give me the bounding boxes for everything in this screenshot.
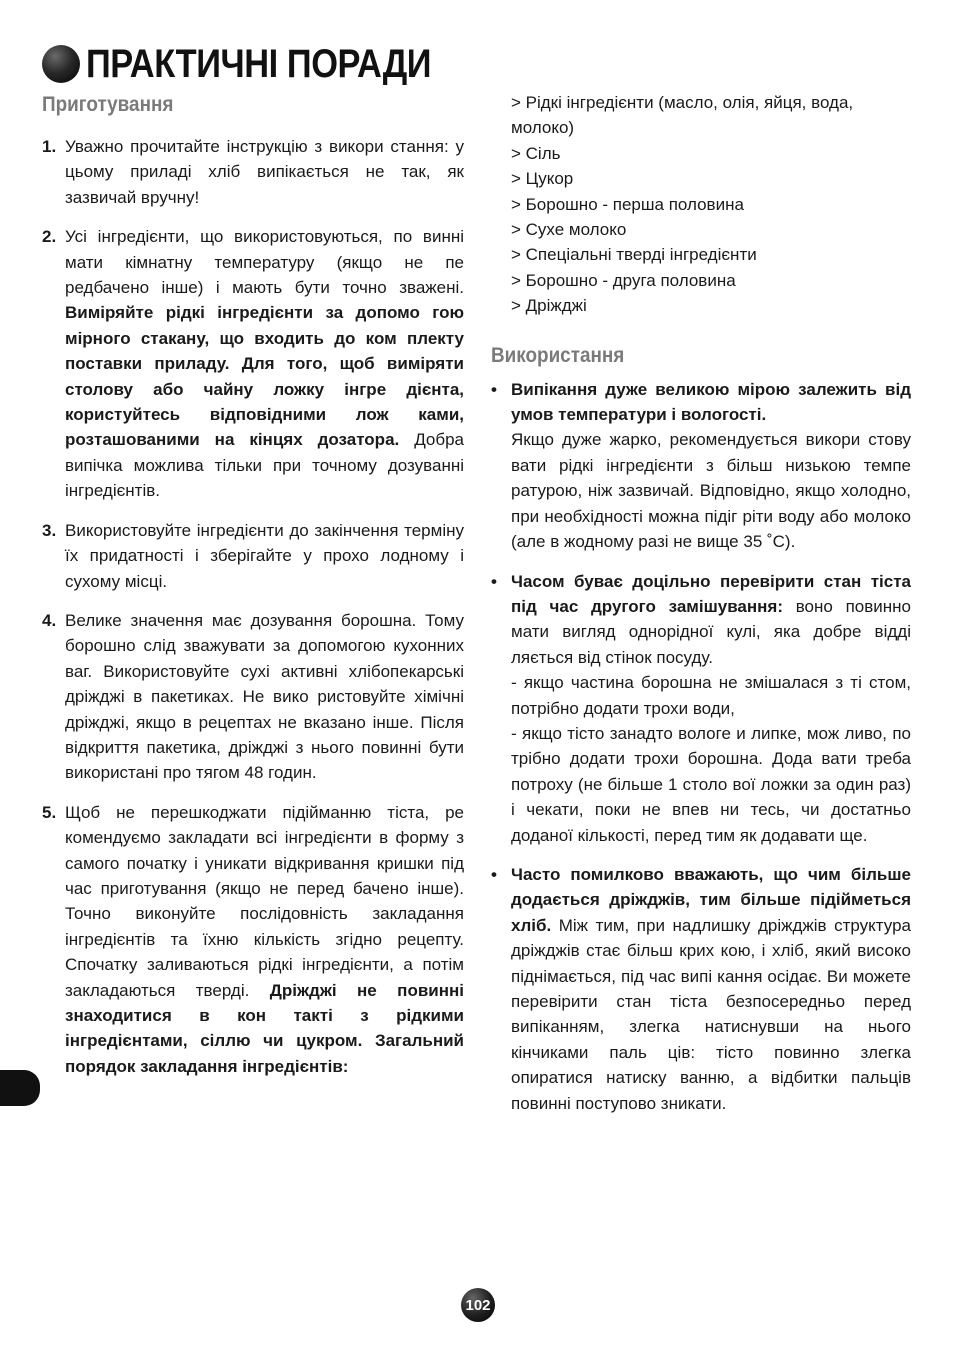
left-column [42, 90, 464, 1093]
page-header [42, 42, 487, 86]
item-text: Використовуйте інгредієнти до закінчення терміну їх придатності і зберігайте у прохо лодному і сухому місці. [65, 520, 464, 591]
bullet-text-bold: Часом буває доцільно перевірити стан тіста під час другого замішування: [511, 571, 911, 616]
section-heading-preparation: Приготування [42, 93, 174, 116]
bullet-text [511, 862, 911, 1116]
ingredient-item: > Борошно - друга половина [511, 270, 736, 290]
bullet-icon: • [491, 379, 497, 399]
bullet-text-part: Якщо дуже жарко, рекомендується викори стову вати рідкі інгредієнти з більш низькою темпе ратурою, ніж зазвичай. Відповідно, якщо холодно, при необхідності можна підіг ріти воду або молоко (але в жодному разі не вище 35 ˚С). [511, 430, 911, 552]
item-text [65, 800, 464, 1079]
bullet-item [491, 862, 911, 1116]
list-item [42, 134, 464, 210]
item-text-bold: Дріжджі не повинні знаходитися в кон такті з рідкими інгредієнтами, сіллю чи цукром. Загальний порядок закладання інгредієнтів: [65, 980, 464, 1076]
section-heading-usage: Використання [491, 343, 625, 367]
bullet-item [491, 377, 911, 555]
item-number: 2. [42, 227, 57, 247]
item-number: 3. [42, 520, 57, 540]
item-text-part: Добра випічка можлива тільки при точному дозуванні інгредієнтів. [65, 430, 464, 501]
bullet-text-part: воно повинно мати вигляд однорідної кулі, яка добре відді ляється від стінок посуду. [511, 596, 911, 667]
list-item [42, 518, 464, 594]
bullet-text-bold: Випікання дуже великою мірою залежить від умов температури і вологості. [511, 379, 911, 425]
list-item [42, 224, 464, 503]
ingredient-item: > Цукор [511, 169, 574, 189]
bullet-text-line: - якщо тісто занадто вологе и липке, мож ливо, по трібно додати трохи борошна. Дода вати треба потроху (не більше 1 столо вої ложки за один раз) і чекати, поки не впев ни тесь, чи достатньо доданої кількості, перед тим як додавати ще. [511, 723, 911, 845]
item-text: Велике значення має дозування борошна. Тому борошно слід зважувати за допомогою кухонних ваг. Використовуйте сухі активні хлібопекарські дріжджі в пакетиках. Не вико ристовуйте хімічні дріжджі, якщо в рецептах не вказано інше. Після відкриття пакетика, дріжджі з нього повинні бути використані про тягом 48 годин. [65, 610, 464, 783]
item-number: 1. [42, 137, 57, 156]
bullet-icon: • [491, 571, 497, 591]
item-text [65, 224, 464, 503]
bullet-text-part: Між тим, при надлишку дріжджів структура дріжджів стає більш крих кою, і хліб, який високо піднімається, під час випі кання осідає. Ви можете перевірити стан тіста безпосередньо перед випіканням, злегка натиснувши на нього кінчиками паль ців: тісто повинно злегка опиратися натиску ванню, а відбитки пальців повинні поступово зникати. [511, 915, 911, 1113]
right-column [491, 90, 911, 1130]
bullet-text-bold: Часто помилково вважають, що чим більше додається дріжджів, тим більше підійметься хліб. [511, 864, 911, 935]
ingredient-item: > Сіль [511, 143, 561, 163]
bullet-item [491, 569, 911, 848]
side-tab-marker [0, 1070, 40, 1106]
list-item [42, 608, 464, 786]
bullet-text-line: - якщо частина борошна не змішалася з ті стом, потрібно додати трохи води, [511, 673, 911, 718]
ingredient-item: > Дріжджі [511, 296, 587, 316]
item-number: 5. [42, 802, 57, 822]
page-number-badge: 102 [461, 1288, 495, 1322]
item-text: Уважно прочитайте інструкцію з викори стання: у цьому приладі хліб випікається не так, як зазвичай вручну! [65, 137, 464, 207]
ingredient-item: > Сухе молоко [511, 220, 627, 240]
bullet-icon: • [491, 864, 497, 884]
ingredient-item: > Спеціальні тверді інгредієнти [511, 245, 757, 265]
bullet-circle-icon [42, 45, 80, 83]
item-text-bold: Виміряйте рідкі інгредієнти за допомо гою мірного стакану, що входить до ком плекту поставки приладу. Для того, щоб виміряти столову або чайну ложку інгре дієнта, користуйтесь відповідними лож ками, розташованими на кінцях дозатора. [65, 303, 464, 450]
page-title: ПРАКТИЧНІ ПОРАДИ [86, 42, 432, 86]
list-item [42, 800, 464, 1079]
item-text-part: Щоб не перешкоджати підійманню тіста, ре комендуємо закладати всі інгредієнти в форму з самого початку і уникати відкривання кришки під час приготування (якщо не перед бачено інше). Точно виконуйте послідовність закладання інгредієнтів та їхню кількість згідно рецепту. Спочатку заливаються рідкі інгредієнти, а потім закладаються тверді. [65, 802, 464, 1000]
ingredients-order-list [511, 90, 911, 319]
numbered-list [42, 134, 464, 1079]
ingredient-item: > Борошно - перша половина [511, 194, 744, 214]
item-text-part: Усі інгредієнти, що використовуються, по винні мати кімнатну температуру (якщо не пе редбачено інше) і мають бути точно зважені. [65, 227, 464, 298]
item-number: 4. [42, 610, 57, 630]
bullet-text [511, 377, 911, 555]
bullet-text [511, 569, 911, 848]
ingredient-item: > Рідкі інгредієнти (масло, олія, яйця, вода, молоко) [511, 93, 854, 138]
